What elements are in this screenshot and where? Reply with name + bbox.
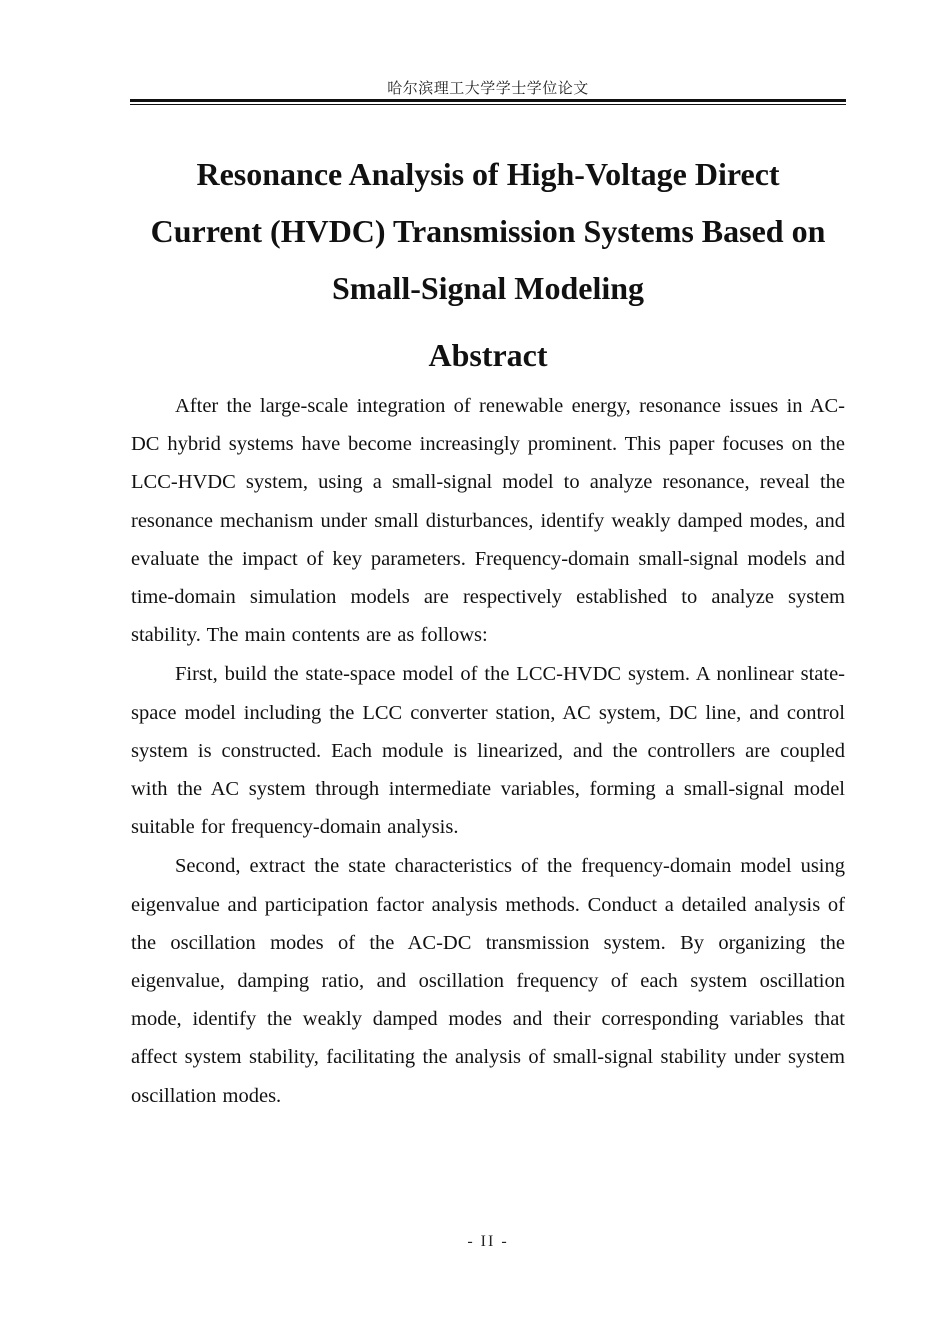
- abstract-paragraph-1: After the large-scale integration of renewable energy, resonance issues in AC-DC hybrid systems have become increasingly prominent. This paper focuses on the LCC-HVDC system, using a small-signal model to analyze resonance, reveal the resonance mechanism under small disturbances, identify weakly damped modes, and evaluate the impact of key parameters. Frequency-domain small-signal models and time-domain simulation models are respectively established to analyze system stability. The main contents are as follows:: [131, 395, 845, 647]
- abstract-paragraph-2: First, build the state-space model of the LCC-HVDC system. A nonlinear state-space model including the LCC converter station, AC system, DC line, and control system is constructed. Each module is linearized, and the controllers are coupled with the AC system through intermediate variables, forming a small-signal model suitable for frequency-domain analysis.: [131, 663, 845, 839]
- header-rule-thin: [130, 104, 846, 105]
- header-rule-thick: [130, 99, 846, 102]
- abstract-paragraph-3: Second, extract the state characteristics of the frequency-domain model using eigenvalue and participation factor analysis methods. Conduct a detailed analysis of the oscillation modes of the AC-DC transmission system. By organizing the eigenvalue, damping ratio, and oscillation frequency of each system oscillation mode, identify the weakly damped modes and their corresponding variables that affect system stability, facilitating the analysis of small-signal stability under system oscillation modes.: [131, 855, 845, 1107]
- title-line-2: Current (HVDC) Transmission Systems Based on: [150, 213, 826, 249]
- running-header: 哈尔滨理工大学学士学位论文: [387, 79, 589, 97]
- page-number: - II -: [467, 1233, 509, 1250]
- title-line-3: Small-Signal Modeling: [331, 270, 645, 306]
- title-line-1: Resonance Analysis of High-Voltage Direct: [196, 156, 780, 192]
- abstract-heading: Abstract: [428, 337, 548, 373]
- document-title: [130, 146, 846, 317]
- abstract-body: [131, 387, 845, 1115]
